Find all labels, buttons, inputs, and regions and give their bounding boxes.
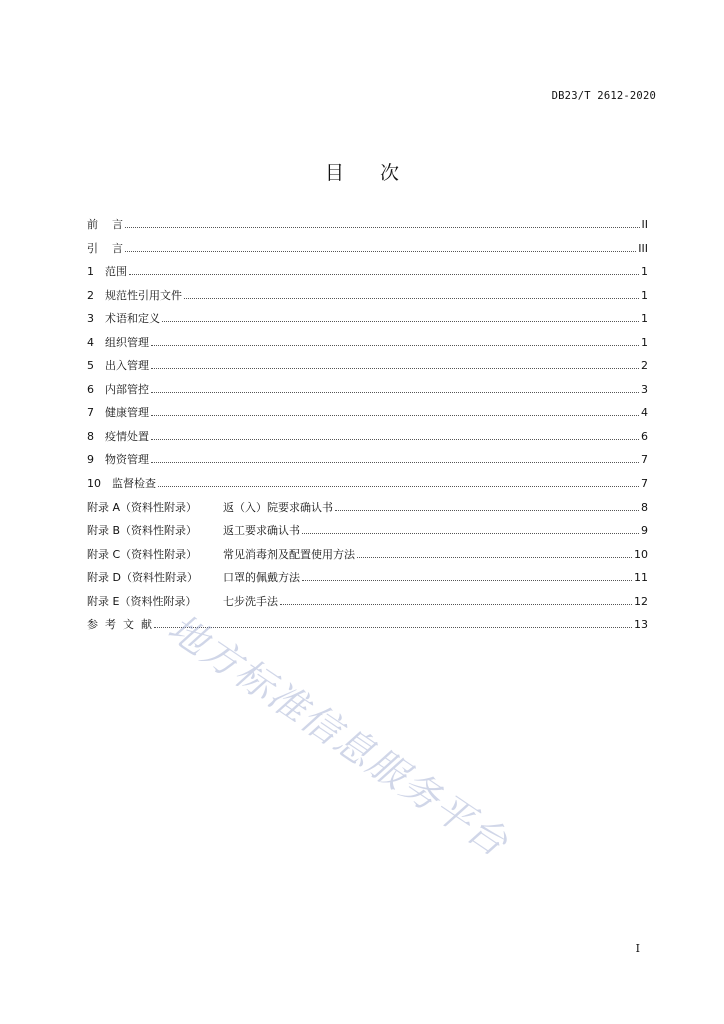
toc-leader-dots xyxy=(129,274,639,275)
toc-entry-5[interactable] xyxy=(87,359,648,383)
toc-entry-introduction[interactable] xyxy=(87,242,648,266)
toc-leader-dots xyxy=(184,298,639,299)
toc-number: 10 xyxy=(87,477,101,491)
toc-entry-2[interactable] xyxy=(87,289,648,313)
toc-entry-appendix-a[interactable] xyxy=(87,501,648,525)
toc-page: 2 xyxy=(641,359,648,373)
toc-entry-4[interactable] xyxy=(87,336,648,360)
toc-label: 常见消毒剂及配置使用方法 xyxy=(223,547,355,561)
toc-label: 范围 xyxy=(105,265,127,279)
toc-label: 七步洗手法 xyxy=(223,594,278,608)
toc-page: 11 xyxy=(634,571,648,585)
toc-leader-dots xyxy=(151,345,639,346)
toc-label: 出入管理 xyxy=(105,359,149,373)
toc-entry-9[interactable] xyxy=(87,453,648,477)
toc-page: III xyxy=(638,241,648,255)
toc-page: 1 xyxy=(641,312,648,326)
toc-appendix-prefix: 附录 D（资料性附录） xyxy=(87,571,198,585)
toc-leader-dots xyxy=(125,251,636,252)
toc-number: 8 xyxy=(87,429,94,443)
toc-page: 1 xyxy=(641,288,648,302)
toc-label: 返工要求确认书 xyxy=(223,524,300,538)
toc-leader-dots xyxy=(125,227,640,228)
toc-leader-dots xyxy=(151,392,639,393)
toc-appendix-prefix: 附录 A（资料性附录） xyxy=(87,500,198,514)
toc-leader-dots xyxy=(302,580,632,581)
toc-leader-dots xyxy=(357,557,632,558)
toc-label: 口罩的佩戴方法 xyxy=(223,571,300,585)
toc-page: 4 xyxy=(641,406,648,420)
toc-page: 1 xyxy=(641,335,648,349)
toc-page: 1 xyxy=(641,265,648,279)
toc-entry-3[interactable] xyxy=(87,312,648,336)
toc-leader-dots xyxy=(158,486,639,487)
toc-entry-appendix-b[interactable] xyxy=(87,524,648,548)
toc-leader-dots xyxy=(335,510,639,511)
toc-leader-dots xyxy=(151,439,639,440)
toc-page: 8 xyxy=(641,500,648,514)
toc-page: 9 xyxy=(641,524,648,538)
toc-number: 1 xyxy=(87,265,94,279)
toc-entry-foreword[interactable] xyxy=(87,218,648,242)
toc-page: 12 xyxy=(634,594,648,608)
toc-label: 术语和定义 xyxy=(105,312,160,326)
toc-entry-8[interactable] xyxy=(87,430,648,454)
standard-code: DB23/T 2612-2020 xyxy=(551,90,656,102)
toc-page: 6 xyxy=(641,429,648,443)
toc-label: 监督检查 xyxy=(112,477,156,491)
toc-leader-dots xyxy=(162,321,639,322)
toc-page: 7 xyxy=(641,477,648,491)
toc-label: 参 考 文 献 xyxy=(87,618,152,632)
toc-number: 4 xyxy=(87,335,94,349)
toc-leader-dots xyxy=(151,368,639,369)
toc-label: 组织管理 xyxy=(105,335,149,349)
footer-page-number: I xyxy=(635,942,640,955)
table-of-contents xyxy=(87,218,648,642)
toc-page: 3 xyxy=(641,382,648,396)
toc-entry-10[interactable] xyxy=(87,477,648,501)
toc-number: 5 xyxy=(87,359,94,373)
title-char-1: 目 xyxy=(324,162,344,184)
toc-page: 13 xyxy=(634,618,648,632)
toc-label: 内部管控 xyxy=(105,382,149,396)
toc-entry-appendix-c[interactable] xyxy=(87,548,648,572)
toc-number: 6 xyxy=(87,382,94,396)
toc-appendix-prefix: 附录 C（资料性附录） xyxy=(87,547,198,561)
toc-label: 规范性引用文件 xyxy=(105,288,182,302)
toc-appendix-prefix: 附录 E（资料性附录） xyxy=(87,594,197,608)
toc-label: 引 言 xyxy=(87,241,123,255)
toc-page: 10 xyxy=(634,547,648,561)
page-title xyxy=(0,158,724,185)
toc-leader-dots xyxy=(151,462,639,463)
toc-number: 7 xyxy=(87,406,94,420)
toc-number: 3 xyxy=(87,312,94,326)
toc-leader-dots xyxy=(302,533,639,534)
toc-label: 物资管理 xyxy=(105,453,149,467)
toc-appendix-prefix: 附录 B（资料性附录） xyxy=(87,524,198,538)
toc-number: 2 xyxy=(87,288,94,302)
toc-leader-dots xyxy=(280,604,632,605)
toc-number: 9 xyxy=(87,453,94,467)
toc-label: 健康管理 xyxy=(105,406,149,420)
toc-page: II xyxy=(641,218,648,231)
toc-label: 疫情处置 xyxy=(105,429,149,443)
toc-label: 返（入）院要求确认书 xyxy=(223,500,333,514)
title-char-2: 次 xyxy=(380,162,400,184)
toc-page: 7 xyxy=(641,453,648,467)
toc-entry-7[interactable] xyxy=(87,406,648,430)
toc-entry-6[interactable] xyxy=(87,383,648,407)
toc-entry-1[interactable] xyxy=(87,265,648,289)
toc-entry-appendix-d[interactable] xyxy=(87,571,648,595)
toc-leader-dots xyxy=(151,415,639,416)
toc-label: 前 言 xyxy=(87,218,123,231)
toc-entry-appendix-e[interactable] xyxy=(87,595,648,619)
watermark: 地方标准信息服务平台 xyxy=(160,605,517,866)
